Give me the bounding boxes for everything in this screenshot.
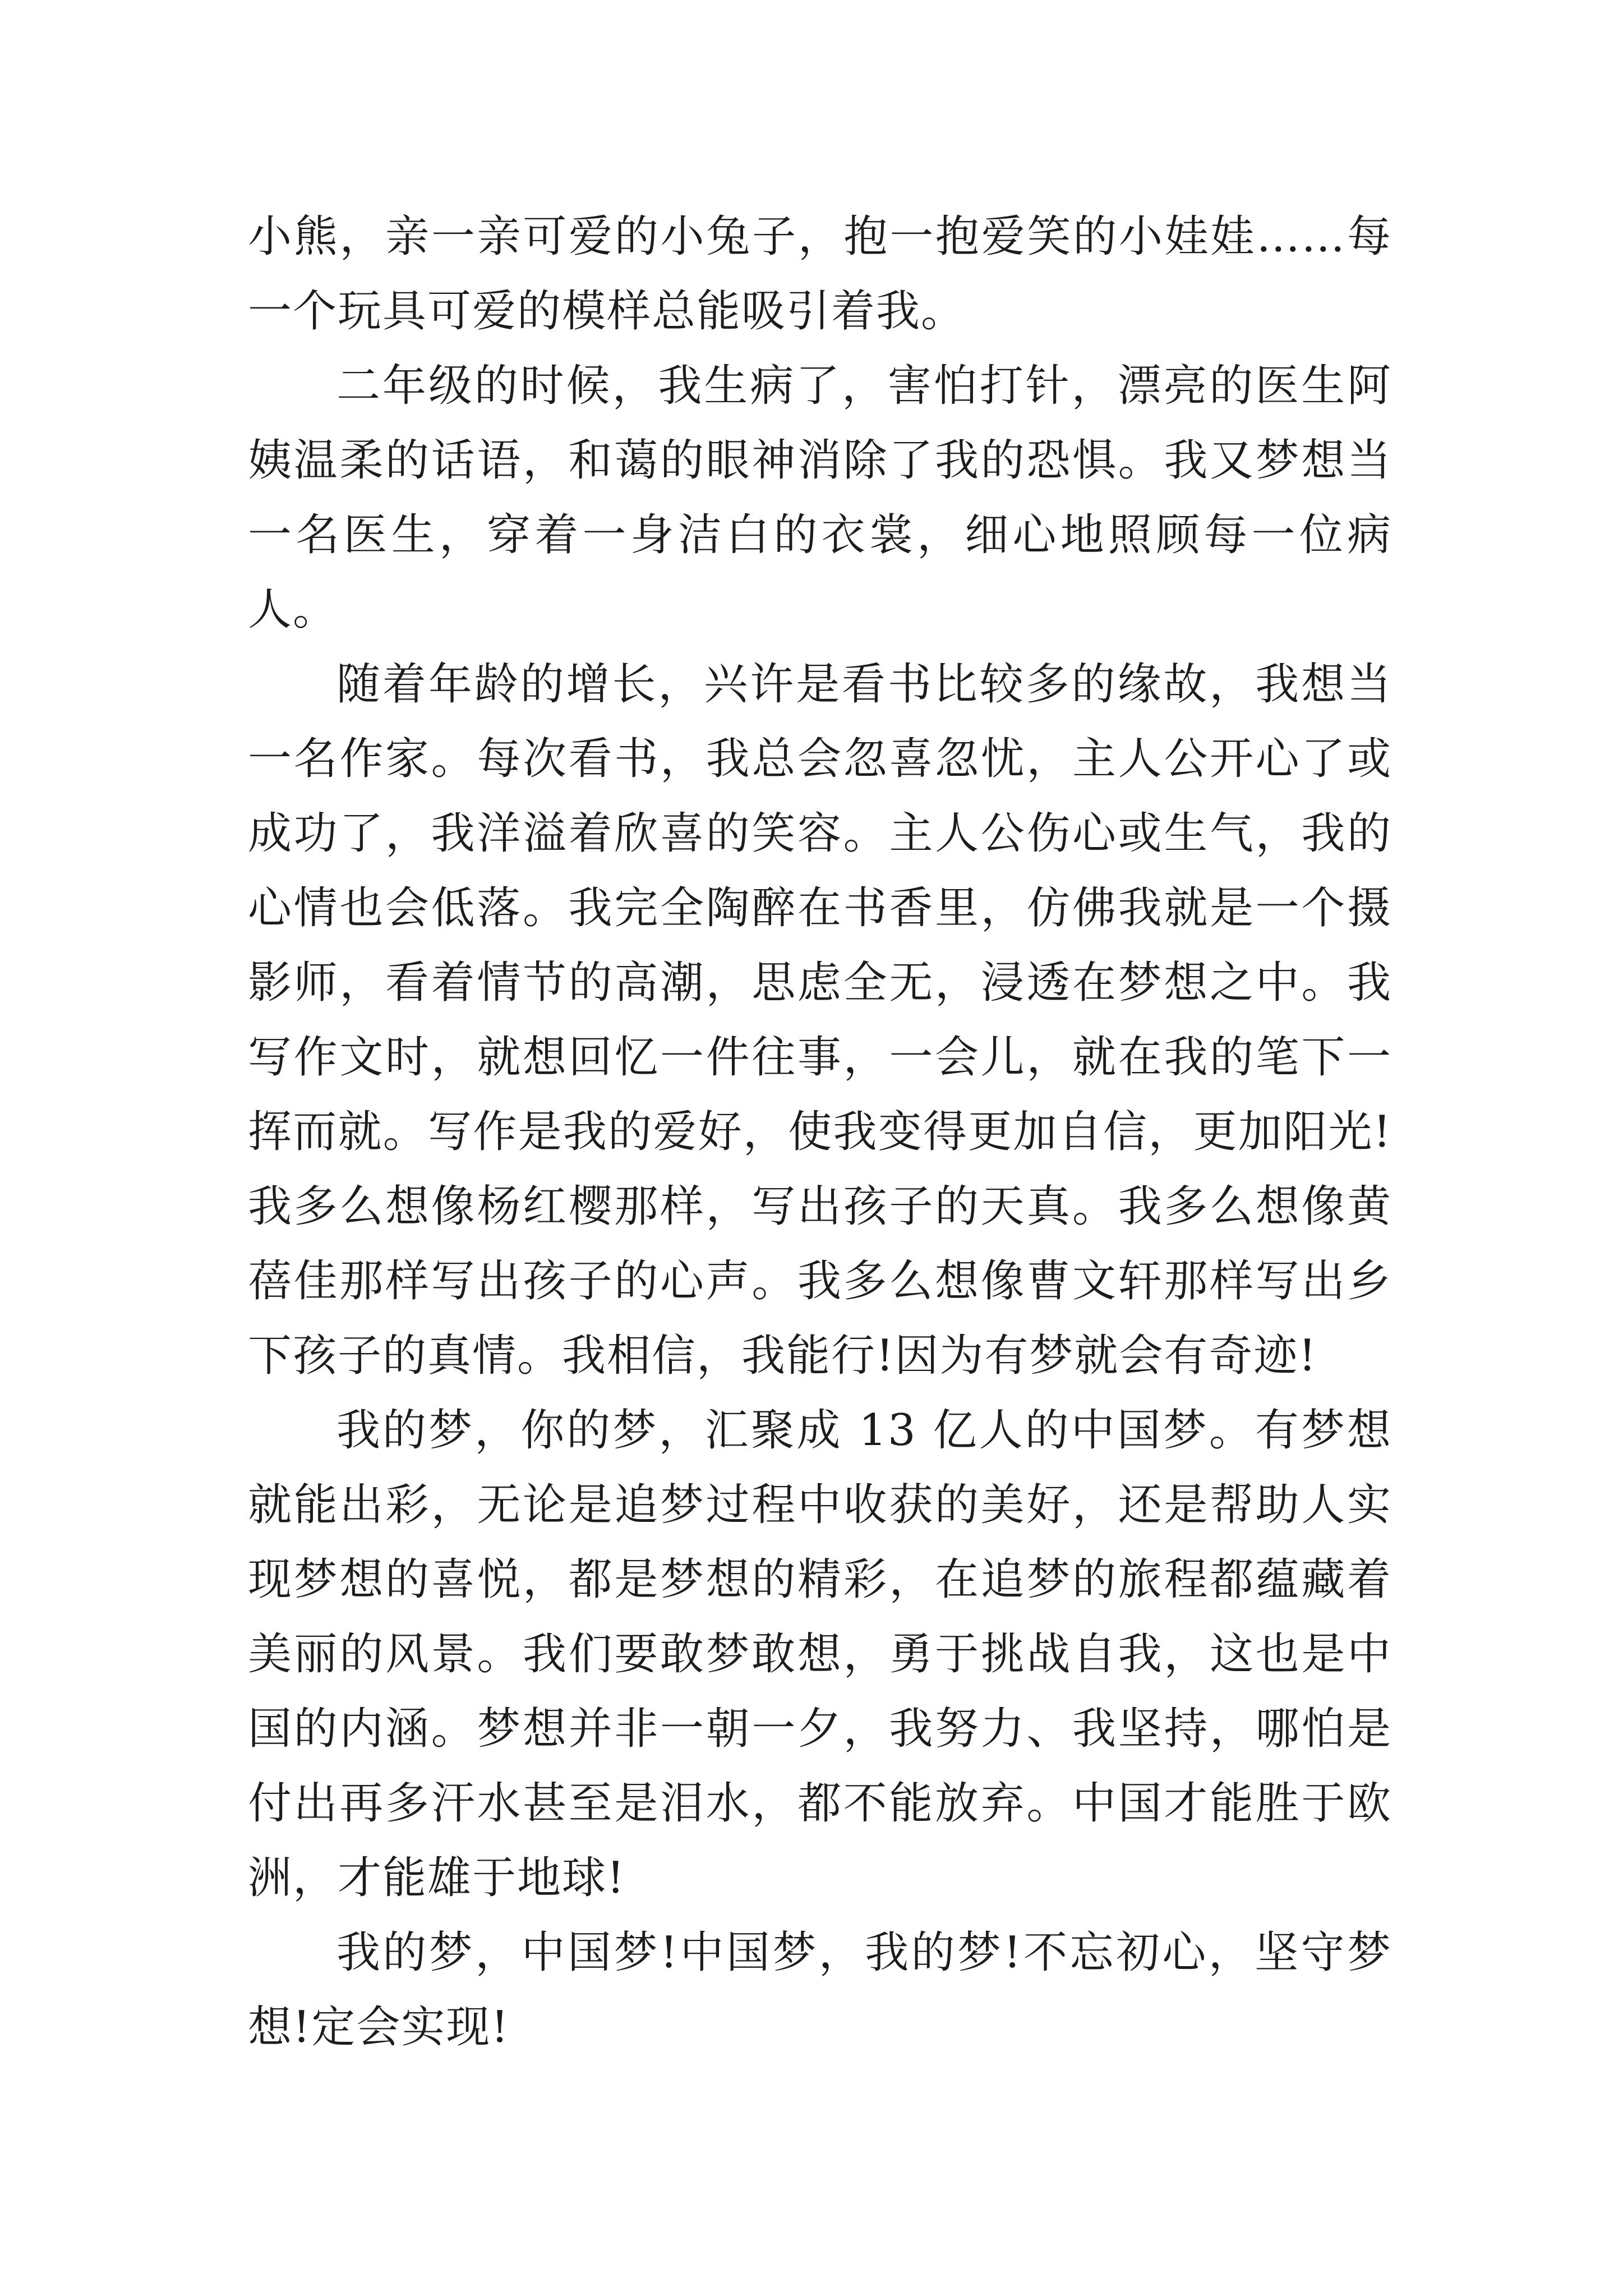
document-body	[248, 200, 1392, 2065]
paragraph-china-dream: 我的梦，你的梦，汇聚成 13 亿人的中国梦。有梦想就能出彩，无论是追梦过程中收获的美好，还是帮助人实现梦想的喜悦，都是梦想的精彩，在追梦的旅程都蕴藏着美丽的风景。我们要敢梦敢想，勇于挑战自我，这也是中国的内涵。梦想并非一朝一夕，我努力、我坚持，哪怕是付出再多汗水甚至是泪水，都不能放弃。中国才能胜于欧洲，才能雄于地球!	[248, 1405, 1392, 1903]
paragraph-conclusion: 我的梦，中国梦!中国梦，我的梦!不忘初心，坚守梦想!定会实现!	[248, 1927, 1392, 2053]
paragraph-writer: 随着年龄的增长，兴许是看书比较多的缘故，我想当一名作家。每次看书，我总会忽喜忽忧，主人公开心了或成功了，我洋溢着欣喜的笑容。主人公伤心或生气，我的心情也会低落。我完全陶醉在书香里，仿佛我就是一个摄影师，看着情节的高潮，思虑全无，浸透在梦想之中。我写作文时，就想回忆一件往事，一会儿，就在我的笔下一挥而就。写作是我的爱好，使我变得更加自信，更加阳光!我多么想像杨红樱那样，写出孩子的天真。我多么想像黄蓓佳那样写出孩子的心声。我多么想像曹文轩那样写出乡下孩子的真情。我相信，我能行!因为有梦就会有奇迹!	[248, 659, 1392, 1381]
paragraph-toys: 小熊，亲一亲可爱的小兔子，抱一抱爱笑的小娃娃……每一个玩具可爱的模样总能吸引着我。	[248, 211, 1392, 337]
paragraph-doctor: 二年级的时候，我生病了，害怕打针，漂亮的医生阿姨温柔的话语，和蔼的眼神消除了我的恐惧。我又梦想当一名医生，穿着一身洁白的衣裳，细心地照顾每一位病人。	[248, 361, 1392, 635]
